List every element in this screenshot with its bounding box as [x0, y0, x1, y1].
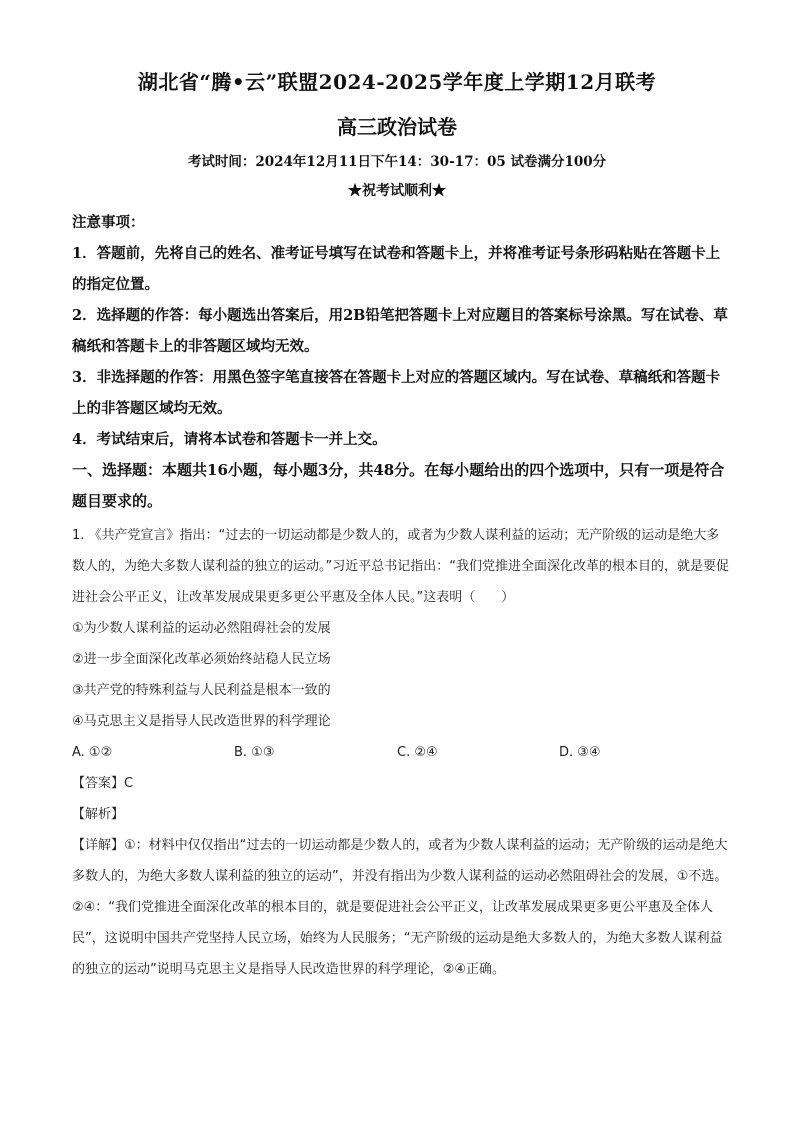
exam-subtitle: 高三政治试卷	[337, 115, 457, 139]
note-item: 3．非选择题的作答：用黑色签字笔直接答在答题卡上对应的答题区域内。写在试卷、草稿纸和答题卡上的非答题区域均无效。	[72, 369, 721, 417]
answer-choices	[72, 737, 732, 768]
statement-item: ②进一步全面深化改革必须始终站稳人民立场	[72, 652, 331, 667]
choice-a: A. ①②	[72, 745, 113, 760]
note-item: 1．答题前，先将自己的姓名、准考证号填写在试卷和答题卡上，并将准考证号条形码粘贴在答题卡上的指定位置。	[72, 245, 721, 293]
section-heading: 一、选择题：本题共16小题，每小题3分，共48分。在每小题给出的四个选项中，只有一项是符合题目要求的。	[72, 461, 725, 510]
good-luck-line: ★祝考试顺利★	[348, 183, 446, 199]
choice-b: B. ①③	[234, 745, 275, 760]
detail-text-1: ①：材料中仅仅指出“过去的一切运动都是少数人的，或者为少数人谋利益的运动；无产阶级的运动是绝大多数人的，为绝大多数人谋利益的独立的运动”，并没有指出为少数人谋利益的运动必然阻碍社会的发展，①不选。	[72, 838, 728, 884]
detail-label: 【详解】	[72, 838, 125, 853]
statement-item: ①为少数人谋利益的运动必然阻碍社会的发展	[72, 621, 331, 636]
exam-info: 考试时间：2024年12月11日下午14：30-17：05 试卷满分100分	[187, 154, 607, 170]
note-item: 4．考试结束后，请将本试卷和答题卡一并上交。	[72, 431, 387, 448]
choice-d: D. ③④	[559, 745, 601, 760]
notes-heading: 注意事项：	[72, 214, 145, 231]
note-item: 2．选择题的作答：每小题选出答案后，用2B铅笔把答题卡上对应题目的答案标号涂黑。写在试卷、草稿纸和答题卡上的非答题区域均无效。	[72, 307, 728, 355]
exam-title: 湖北省“腾•云”联盟2024-2025学年度上学期12月联考	[137, 70, 657, 94]
detail-paragraph-1	[72, 830, 732, 892]
detail-paragraph-2: ②④：“我们党推进全面深化改革的根本目的，就是要促进社会公平正义，让改革发展成果更多更公平惠及全体人民”，这说明中国共产党坚持人民立场，始终为人民服务；“无产阶级的运动是绝大多数人的，为绝大多数人谋利益的独立的运动”说明马克思主义是指导人民改造世界的科学理论，②④正确。	[72, 900, 723, 977]
choice-c: C. ②④	[397, 745, 438, 760]
answer-line	[72, 768, 732, 799]
answer-label: 【答案】	[72, 776, 125, 791]
statement-item: ④马克思主义是指导人民改造世界的科学理论	[72, 714, 331, 729]
statement-item: ③共产党的特殊利益与人民利益是根本一致的	[72, 683, 331, 698]
question-1	[72, 520, 732, 985]
analysis-label: 【解析】	[72, 807, 125, 822]
notes-block	[72, 208, 732, 517]
answer-value: C	[124, 776, 134, 791]
question-stem: 1. 《共产党宣言》指出：“过去的一切运动都是少数人的，或者为少数人谋利益的运动；无产阶级的运动是绝大多数人的，为绝大多数人谋利益的独立的运动。”习近平总书记指出：“我们党推进全面深化改革的根本目的，就是要促进社会公平正义，让改革发展成果更多更公平惠及全体人民。”这表明（ ）	[72, 528, 729, 605]
